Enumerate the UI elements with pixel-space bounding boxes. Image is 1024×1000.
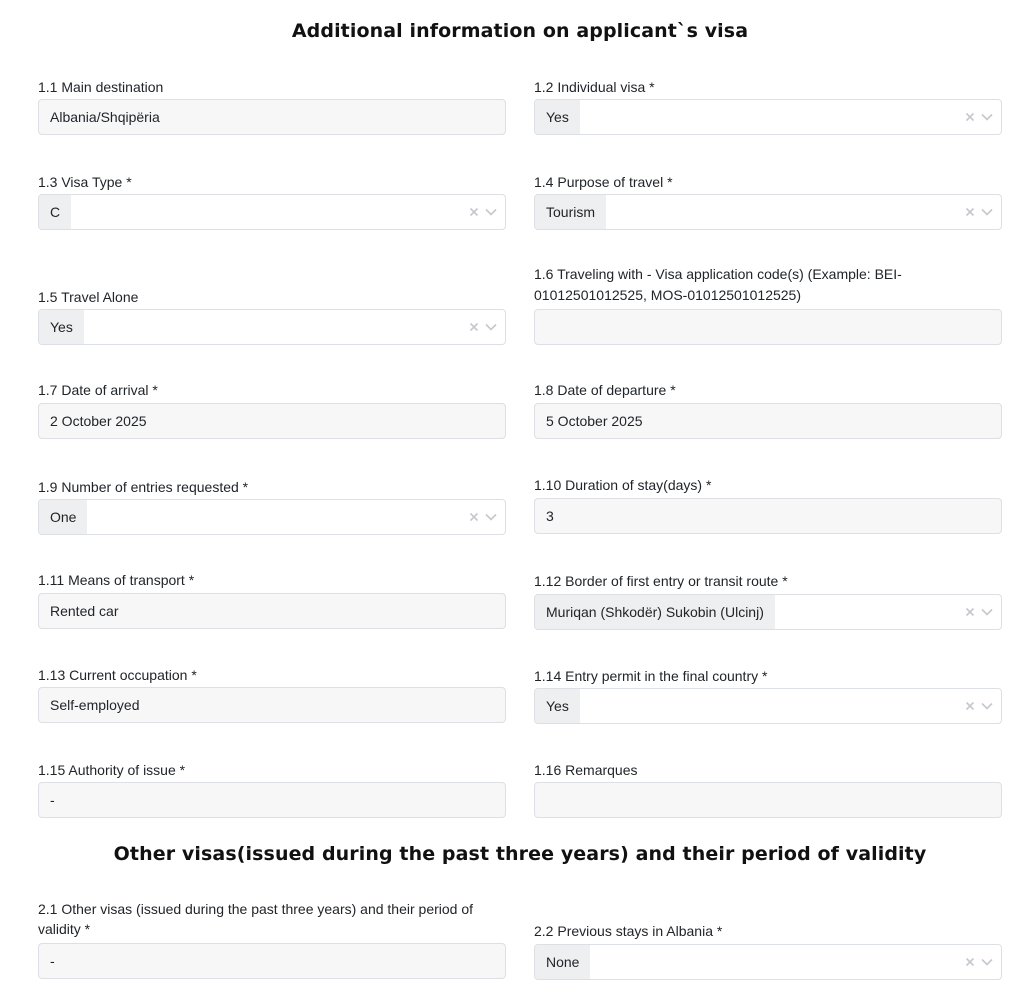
individual-visa-selected-value: Yes: [535, 100, 580, 134]
chevron-down-icon[interactable]: [485, 323, 497, 331]
previous-stays-selected-value: None: [535, 945, 590, 979]
entry-permit-label: 1.14 Entry permit in the final country *: [534, 668, 768, 684]
travel-alone-label: 1.5 Travel Alone: [38, 289, 139, 305]
individual-visa-select[interactable]: [534, 99, 1002, 135]
authority-of-issue-input[interactable]: -: [38, 782, 506, 818]
date-of-arrival-label: 1.7 Date of arrival *: [38, 382, 158, 398]
previous-stays-select[interactable]: [534, 944, 1002, 980]
date-of-departure-label: 1.8 Date of departure *: [534, 382, 676, 398]
traveling-with-label-line2: 01012501012525, MOS-01012501012525): [534, 287, 802, 303]
clear-icon[interactable]: [965, 701, 975, 711]
means-of-transport-label: 1.11 Means of transport *: [38, 572, 195, 588]
main-destination-input[interactable]: Albania/Shqipëria: [38, 99, 506, 135]
border-of-first-entry-select[interactable]: [534, 594, 1002, 630]
border-of-first-entry-selected-value: Muriqan (Shkodër) Sukobin (Ulcinj): [535, 595, 775, 629]
clear-icon[interactable]: [965, 112, 975, 122]
duration-of-stay-input[interactable]: 3: [534, 498, 1002, 534]
visa-type-label: 1.3 Visa Type *: [38, 174, 132, 190]
authority-of-issue-label: 1.15 Authority of issue *: [38, 762, 186, 778]
number-of-entries-label: 1.9 Number of entries requested *: [38, 479, 249, 495]
chevron-down-icon[interactable]: [981, 113, 993, 121]
chevron-down-icon[interactable]: [981, 608, 993, 616]
chevron-down-icon[interactable]: [981, 958, 993, 966]
section-title-other-visas: Other visas(issued during the past three years) and their period of validity: [113, 843, 927, 865]
purpose-of-travel-select[interactable]: [534, 194, 1002, 230]
number-of-entries-selected-value: One: [39, 500, 87, 534]
number-of-entries-select[interactable]: [38, 499, 506, 535]
travel-alone-selected-value: Yes: [39, 310, 84, 344]
remarques-input[interactable]: [534, 782, 1002, 818]
purpose-of-travel-selected-value: Tourism: [535, 195, 606, 229]
clear-icon[interactable]: [965, 207, 975, 217]
main-destination-label: 1.1 Main destination: [38, 79, 164, 95]
visa-type-select[interactable]: [38, 194, 506, 230]
border-of-first-entry-label: 1.12 Border of first entry or transit route *: [534, 573, 788, 589]
current-occupation-input[interactable]: Self-employed: [38, 687, 506, 723]
date-of-arrival-input[interactable]: 2 October 2025: [38, 403, 506, 439]
clear-icon[interactable]: [469, 207, 479, 217]
clear-icon[interactable]: [469, 512, 479, 522]
date-of-departure-input[interactable]: 5 October 2025: [534, 403, 1002, 439]
chevron-down-icon[interactable]: [485, 513, 497, 521]
other-visas-label-line2: validity *: [38, 921, 91, 937]
other-visas-label-line1: 2.1 Other visas (issued during the past three years) and their period of: [38, 901, 474, 917]
entry-permit-selected-value: Yes: [535, 689, 580, 723]
chevron-down-icon[interactable]: [981, 702, 993, 710]
current-occupation-label: 1.13 Current occupation *: [38, 667, 197, 683]
entry-permit-select[interactable]: [534, 688, 1002, 724]
clear-icon[interactable]: [965, 957, 975, 967]
clear-icon[interactable]: [469, 322, 479, 332]
visa-type-selected-value: C: [39, 195, 71, 229]
traveling-with-label-line1: 1.6 Traveling with - Visa application code(s) (Example: BEI-: [534, 266, 902, 282]
remarques-label: 1.16 Remarques: [534, 762, 638, 778]
chevron-down-icon[interactable]: [485, 208, 497, 216]
means-of-transport-input[interactable]: Rented car: [38, 593, 506, 629]
individual-visa-label: 1.2 Individual visa *: [534, 79, 655, 95]
previous-stays-label: 2.2 Previous stays in Albania *: [534, 923, 723, 939]
section-title-additional-info: Additional information on applicant`s visa: [291, 20, 749, 42]
other-visas-input[interactable]: -: [38, 943, 506, 979]
traveling-with-input[interactable]: [534, 309, 1002, 345]
clear-icon[interactable]: [965, 607, 975, 617]
duration-of-stay-label: 1.10 Duration of stay(days) *: [534, 477, 712, 493]
purpose-of-travel-label: 1.4 Purpose of travel *: [534, 174, 673, 190]
travel-alone-select[interactable]: [38, 309, 506, 345]
chevron-down-icon[interactable]: [981, 208, 993, 216]
